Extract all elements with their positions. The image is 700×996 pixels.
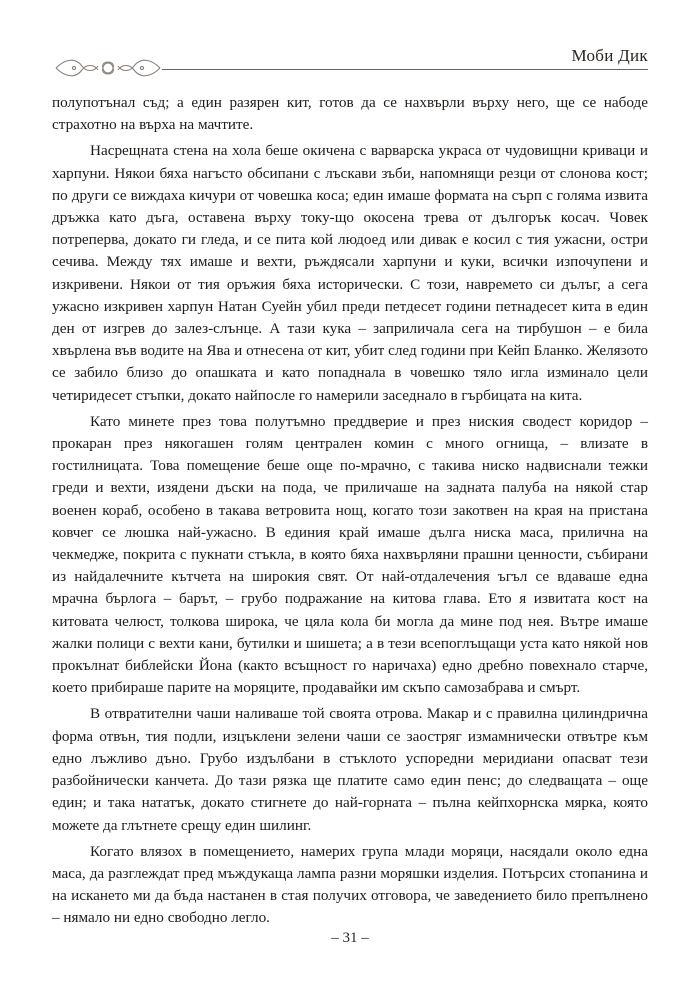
paragraph: Насрещната стена на хола беше окичена с варварска украса от чудовищни криваци и харпуни. Някои бяха нагъсто обсипани с лъскави зъби, напомнящи резци от слонова кост; по други се виждаха кичури от човешка коса; един имаше формата на сърп с голяма извита дръжка като дъга, оставена върху току-що окосена трева от дългорък косач. Човек потреперва, докато ги гледа, и се пита кой людоед или дивак е косил с тия ужасни, остри сечива. Между тях имаше и вехти, ръждясали харпуни и куки, всички изпочупени и изкривени. Някои от тия оръжия бяха исторически. С този, навремето си дълъг, а сега ужасно изкривен харпун Натан Суейн убил преди петдесет години петнадесет кита в един ден от изгрев до залез-слънце. А тази кука – заприличала сега на тирбушон – е била хвърлена във водите на Ява и отнесена от кит, убит след години при Кейп Бланко. Желязото се забило близо до опашката и като попаднала в човешко тяло игла изминало цели четиридесет стъпки, докато найпосле го намерили заседнало в гърбицата на кита. bbox=[52, 142, 648, 404]
paragraph: Като минете през това полутъмно преддверие и през ниския сводест коридор – прокаран през някогашен голям централен комин с много огнища, – влизате в гостилницата. Това помещение беше още по-мрачно, с такива ниско надвиснали тежки греди и вехти, изядени дъски на пода, че приличаше на задната палуба на някой стар военен кораб, особено в такава ветровита нощ, когато този закотвен на края на пристана ковчег се люшка най-ужасно. В единия край имаше дълга ниска маса, прилична на чекмедже, покрита с пукнати стъкла, в която бяха нахвърляни прашни ценности, събирани из найдалечните кътчета на широкия свят. От най-отдалечения ъгъл се вдаваше една мрачна бърлога – барът, – грубо подражание на китова глава. Ето я извитата кост на китовата челюст, толкова широка, че цяла кола би могла да мине под нея. Вътре имаше жалки полици с вехти кани, бутилки и шишета; а в тези всепоглъщащи уста като някой нов прокълнат библейски Йона (както всъщност го наричаха) едно дребно повехнало старче, което прибираше парите на моряците, продавайки им скъпо самозабрава и смърт. bbox=[52, 412, 648, 697]
page-number: – 31 – bbox=[331, 930, 369, 946]
running-title: Моби Дик bbox=[571, 46, 648, 65]
paragraph: полупотънал съд; а един разярен кит, готов да се нахвърли върху него, ще се набоде страхотно на върха на мачтите. bbox=[52, 94, 648, 134]
page-header bbox=[52, 44, 648, 80]
paragraph: Когато влязох в помещението, намерих група млади моряци, насядали около една маса, да разглеждат пред мъждукаща лампа разни моряшки изделия. Потърсих стопанина и на искането ми да бъда настанен в стая получих отговора, че заведението било препълнено – нямало ни едно свободно легло. bbox=[52, 842, 648, 927]
paragraph: В отвратителни чаши наливаше той своята отрова. Макар и с правилна цилиндрична форма отвън, тия подли, изцъклени зелени чаши се заостряг измамнически отвътре към едно лъжливо дъно. Грубо издълбани в стъклото успоредни меридиани опасват тези разбойнически канчета. До тази рязка ще платите само един пенс; до следващата – още един; и така нататък, докато стигнете до най-горната – пълна кейпхорнска мярка, която можете да глътнете срещу един шилинг. bbox=[52, 705, 648, 834]
body-text bbox=[52, 92, 648, 934]
header-rule bbox=[162, 69, 648, 70]
ornament-flourish-icon bbox=[52, 54, 164, 82]
